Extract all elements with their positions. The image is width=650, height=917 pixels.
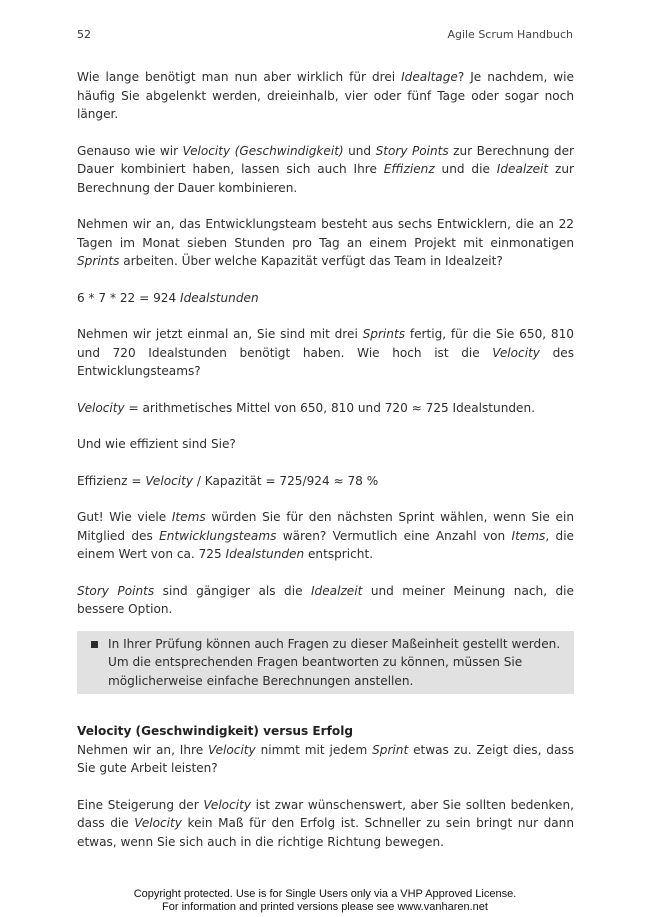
copyright-footer — [0, 888, 650, 914]
section-heading: Velocity (Geschwindigkeit) versus Erfolg — [77, 724, 354, 738]
paragraph-story-points: Story Points sind gängiger als die Idealzeit und meiner Meinung nach, die bessere Option. — [77, 583, 574, 616]
formula-capacity: 6 * 7 * 22 = 924 Idealstunden — [77, 290, 259, 305]
exam-note-text: In Ihrer Prüfung können auch Fragen zu dieser Maßeinheit gestellt werden. Um die entsprechenden Fragen beantworten zu können, müssen Sie möglicherweise einfache Berechnungen anstellen. — [108, 636, 561, 688]
info-line: For information and printed versions please see www.vanharen.net — [162, 901, 488, 913]
paragraph-next-sprint: Gut! Wie viele Items würden Sie für den nächsten Sprint wählen, wenn Sie ein Mitglied des Entwicklungsteams wären? Vermutlich eine Anzahl von Items, die einem Wert von ca. 725 Idealstunden entspricht. — [77, 510, 574, 561]
copyright-line: Copyright protected. Use is for Single Users only via a VHP Approved License. — [133, 888, 517, 900]
paragraph-velocity-success: Eine Steigerung der Velocity ist zwar wünschenswert, aber Sie sollten bedenken, dass die Velocity kein Maß für den Erfolg ist. Schneller zu sein bringt nur dann etwas, wenn Sie sich auch in die richtige Richtung bewegen. — [77, 797, 575, 849]
question-efficiency: Und wie effizient sind Sie? — [77, 437, 236, 451]
running-title: Agile Scrum Handbuch — [447, 28, 573, 41]
formula-efficiency: Effizienz = Velocity / Kapazität = 725/924 ≈ 78 % — [77, 473, 379, 488]
formula-velocity: Velocity = arithmetisches Mittel von 650, 810 und 720 ≈ 725 Idealstunden. — [77, 400, 536, 415]
paragraph-three-sprints: Nehmen wir jetzt einmal an, Sie sind mit drei Sprints fertig, für die Sie 650, 810 und 720 Idealstunden benötigt haben. Wie hoch ist die Velocity des Entwicklungsteams? — [77, 327, 575, 378]
paragraph-team-capacity: Nehmen wir an, das Entwicklungsteam besteht aus sechs Entwicklern, die an 22 Tagen im Monat sieben Stunden pro Tag an einem Projekt mit einmonatigen Sprints arbeiten. Über welche Kapazität verfügt das Team in Idealzeit? — [77, 217, 574, 268]
page-body — [77, 68, 574, 869]
paragraph-ideal-days: Wie lange benötigt man nun aber wirklich für drei Idealtage? Je nachdem, wie häufig Sie abgelenkt werden, dreieinhalb, vier oder fünf Tage oder sogar noch länger. — [77, 70, 574, 121]
paragraph-combine-efficiency: Genauso wie wir Velocity (Geschwindigkeit) und Story Points zur Berechnung der Dauer kombiniert haben, lassen sich auch Ihre Effizienz und die Idealzeit zur Berechnung der Dauer kombinieren. — [77, 143, 574, 195]
page-number: 52 — [77, 28, 91, 41]
paragraph-velocity-increase: Nehmen wir an, Ihre Velocity nimmt mit jedem Sprint etwas zu. Zeigt dies, dass Sie gute Arbeit leisten? — [77, 742, 574, 775]
square-bullet-icon — [91, 641, 98, 648]
exam-note-box — [77, 631, 574, 695]
